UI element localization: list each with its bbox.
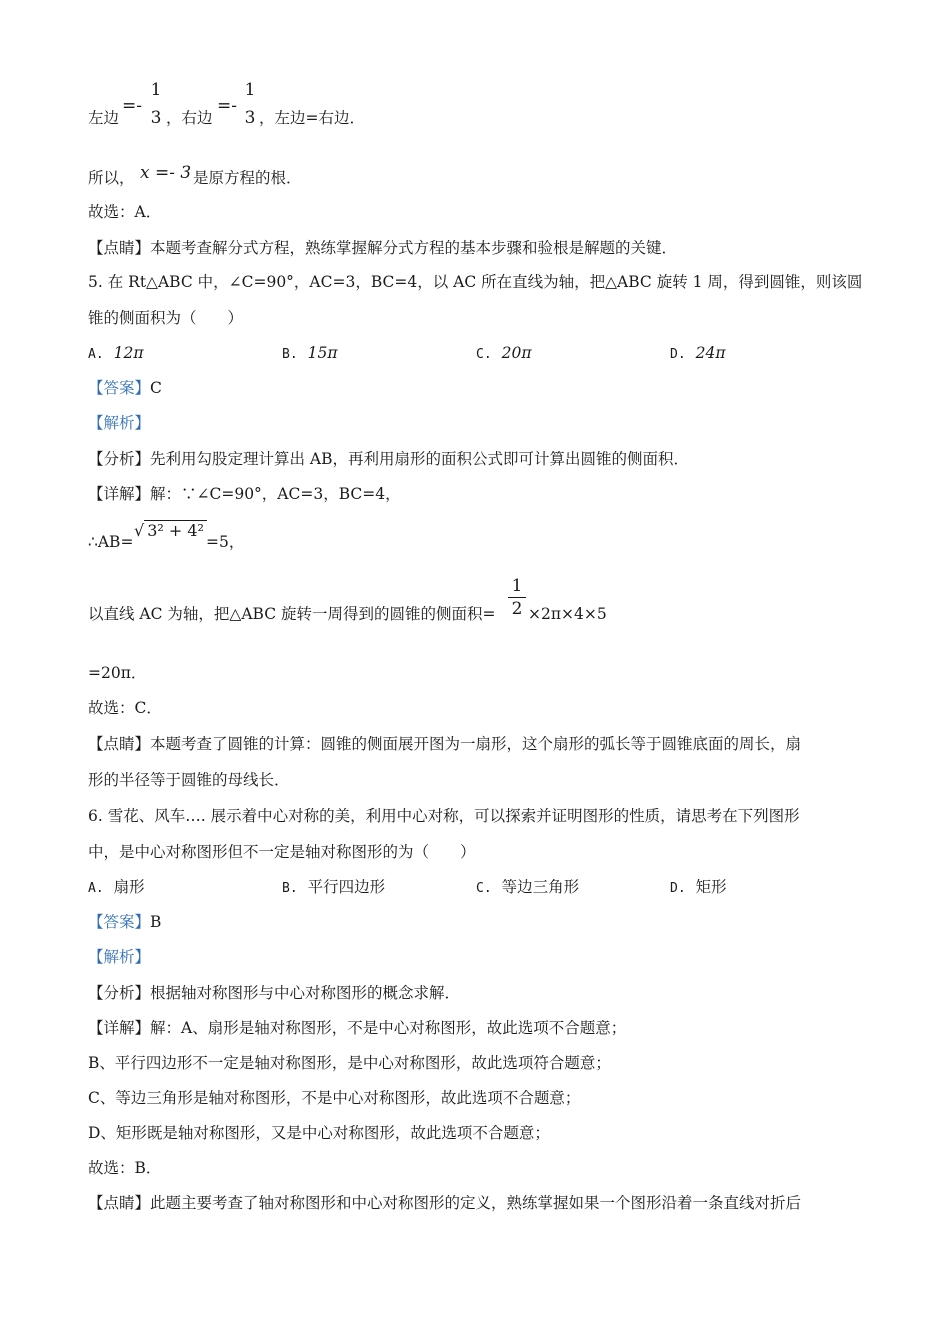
q6-choice: 故选：B．	[88, 1159, 162, 1177]
q6-option-a	[88, 877, 145, 899]
answer-value: C	[150, 379, 162, 397]
option-text: 平行四边形	[307, 878, 386, 896]
fraction-numerator: 1	[150, 80, 162, 100]
root-expression: x =- 3	[140, 163, 192, 183]
q5-area-prefix: 以直线 AC 为轴，把△ABC 旋转一周得到的圆锥的侧面积=	[88, 605, 496, 623]
q5-answer	[88, 378, 162, 398]
option-key: A.	[88, 881, 104, 896]
q5-xiangjie: 【详解】解：∵∠C=90°，AC=3，BC=4，	[88, 485, 401, 503]
q5-ab-prefix: ∴AB=	[88, 533, 134, 551]
q6-line-d: D、矩形既是轴对称图形，又是中心对称图形，故此选项不合题意；	[88, 1124, 550, 1142]
choice-line: 故选：A．	[88, 203, 162, 221]
fraction-one-third-2	[242, 80, 258, 128]
option-key: B.	[282, 881, 298, 896]
option-text: 矩形	[695, 878, 727, 896]
answer-tag: 【答案】	[88, 913, 151, 931]
option-text: 15π	[307, 344, 338, 362]
equals-minus-1: =-	[122, 96, 142, 116]
q5-analysis-tag: 【解析】	[88, 414, 151, 432]
q6-option-c	[476, 877, 579, 899]
q6-option-b	[282, 877, 385, 899]
q5-stem-line2: 锥的侧面积为（ ）	[88, 309, 244, 327]
right-side-label: ，右边	[166, 109, 213, 127]
option-key: A.	[88, 347, 104, 362]
q5-sqrt-expression: √ 3² + 4²	[134, 520, 207, 541]
left-equals-right: ，左边=右边．	[259, 109, 365, 127]
option-key: C.	[476, 881, 492, 896]
q5-dianjing-line1: 【点睛】本题考查了圆锥的计算：圆锥的侧面展开图为一扇形，这个扇形的弧长等于圆锥底面的周长，扇	[88, 735, 802, 753]
fraction-denominator: 3	[244, 108, 256, 128]
q5-option-d	[670, 343, 726, 365]
fraction-one-half	[508, 576, 526, 619]
fraction-one-third-1	[148, 80, 164, 128]
q5-ab-result: =5，	[206, 533, 245, 551]
left-side-label: 左边	[88, 109, 120, 127]
answer-value: B	[150, 913, 162, 931]
equals-minus-2: =-	[217, 96, 237, 116]
fraction-numerator: 1	[244, 80, 256, 100]
q6-fenxi: 【分析】根据轴对称图形与中心对称图形的概念求解．	[88, 984, 461, 1002]
q6-dianjing: 【点睛】此题主要考查了轴对称图形和中心对称图形的定义，熟练掌握如果一个图形沿着一条直线对折后	[88, 1194, 802, 1212]
q6-xiangjie: 【详解】解：A、扇形是轴对称图形，不是中心对称图形，故此选项不合题意；	[88, 1019, 627, 1037]
q6-line-c: C、等边三角形是轴对称图形，不是中心对称图形，故此选项不合题意；	[88, 1089, 581, 1107]
q5-fenxi: 【分析】先利用勾股定理计算出 AB，再利用扇形的面积公式即可计算出圆锥的侧面积．	[88, 450, 690, 468]
q5-area-formula: ×2π×4×5	[528, 605, 607, 623]
option-key: D.	[670, 347, 686, 362]
conclusion-suffix: 是原方程的根．	[193, 169, 302, 187]
option-text: 等边三角形	[501, 878, 580, 896]
q5-result: =20π．	[88, 664, 147, 682]
option-key: B.	[282, 347, 298, 362]
dianjing-line: 【点睛】本题考查解分式方程，熟练掌握解分式方程的基本步骤和验根是解题的关键．	[88, 239, 678, 257]
option-text: 扇形	[113, 878, 145, 896]
q6-stem-line2: 中，是中心对称图形但不一定是轴对称图形的为（ ）	[88, 843, 476, 861]
q5-option-b	[282, 343, 338, 365]
option-text: 20π	[501, 344, 532, 362]
radicand: 3² + 4²	[144, 520, 207, 541]
q6-answer	[88, 912, 161, 932]
q5-option-a	[88, 343, 144, 365]
conclusion-prefix: 所以，	[88, 169, 135, 187]
fraction-numerator: 1	[511, 576, 523, 596]
q5-choice: 故选：C．	[88, 699, 162, 717]
option-text: 12π	[113, 344, 144, 362]
q6-option-d	[670, 877, 727, 899]
q5-dianjing-line2: 形的半径等于圆锥的母线长．	[88, 771, 290, 789]
option-text: 24π	[695, 344, 726, 362]
option-key: C.	[476, 347, 492, 362]
fraction-denominator: 2	[511, 599, 523, 619]
q5-option-c	[476, 343, 532, 365]
fraction-denominator: 3	[150, 108, 162, 128]
q6-analysis-tag: 【解析】	[88, 948, 151, 966]
answer-tag: 【答案】	[88, 379, 151, 397]
q5-stem-line1: 5. 在 Rt△ABC 中，∠C=90°，AC=3，BC=4，以 AC 所在直线为轴，把△ABC 旋转 1 周，得到圆锥，则该圆	[88, 273, 863, 291]
option-key: D.	[670, 881, 686, 896]
fraction-bar	[508, 597, 526, 598]
q6-line-b: B、平行四边形不一定是轴对称图形，是中心对称图形，故此选项符合题意；	[88, 1054, 611, 1072]
q6-stem-line1: 6. 雪花、风车…. 展示着中心对称的美，利用中心对称，可以探索并证明图形的性质，请思考在下列图形	[88, 807, 800, 825]
